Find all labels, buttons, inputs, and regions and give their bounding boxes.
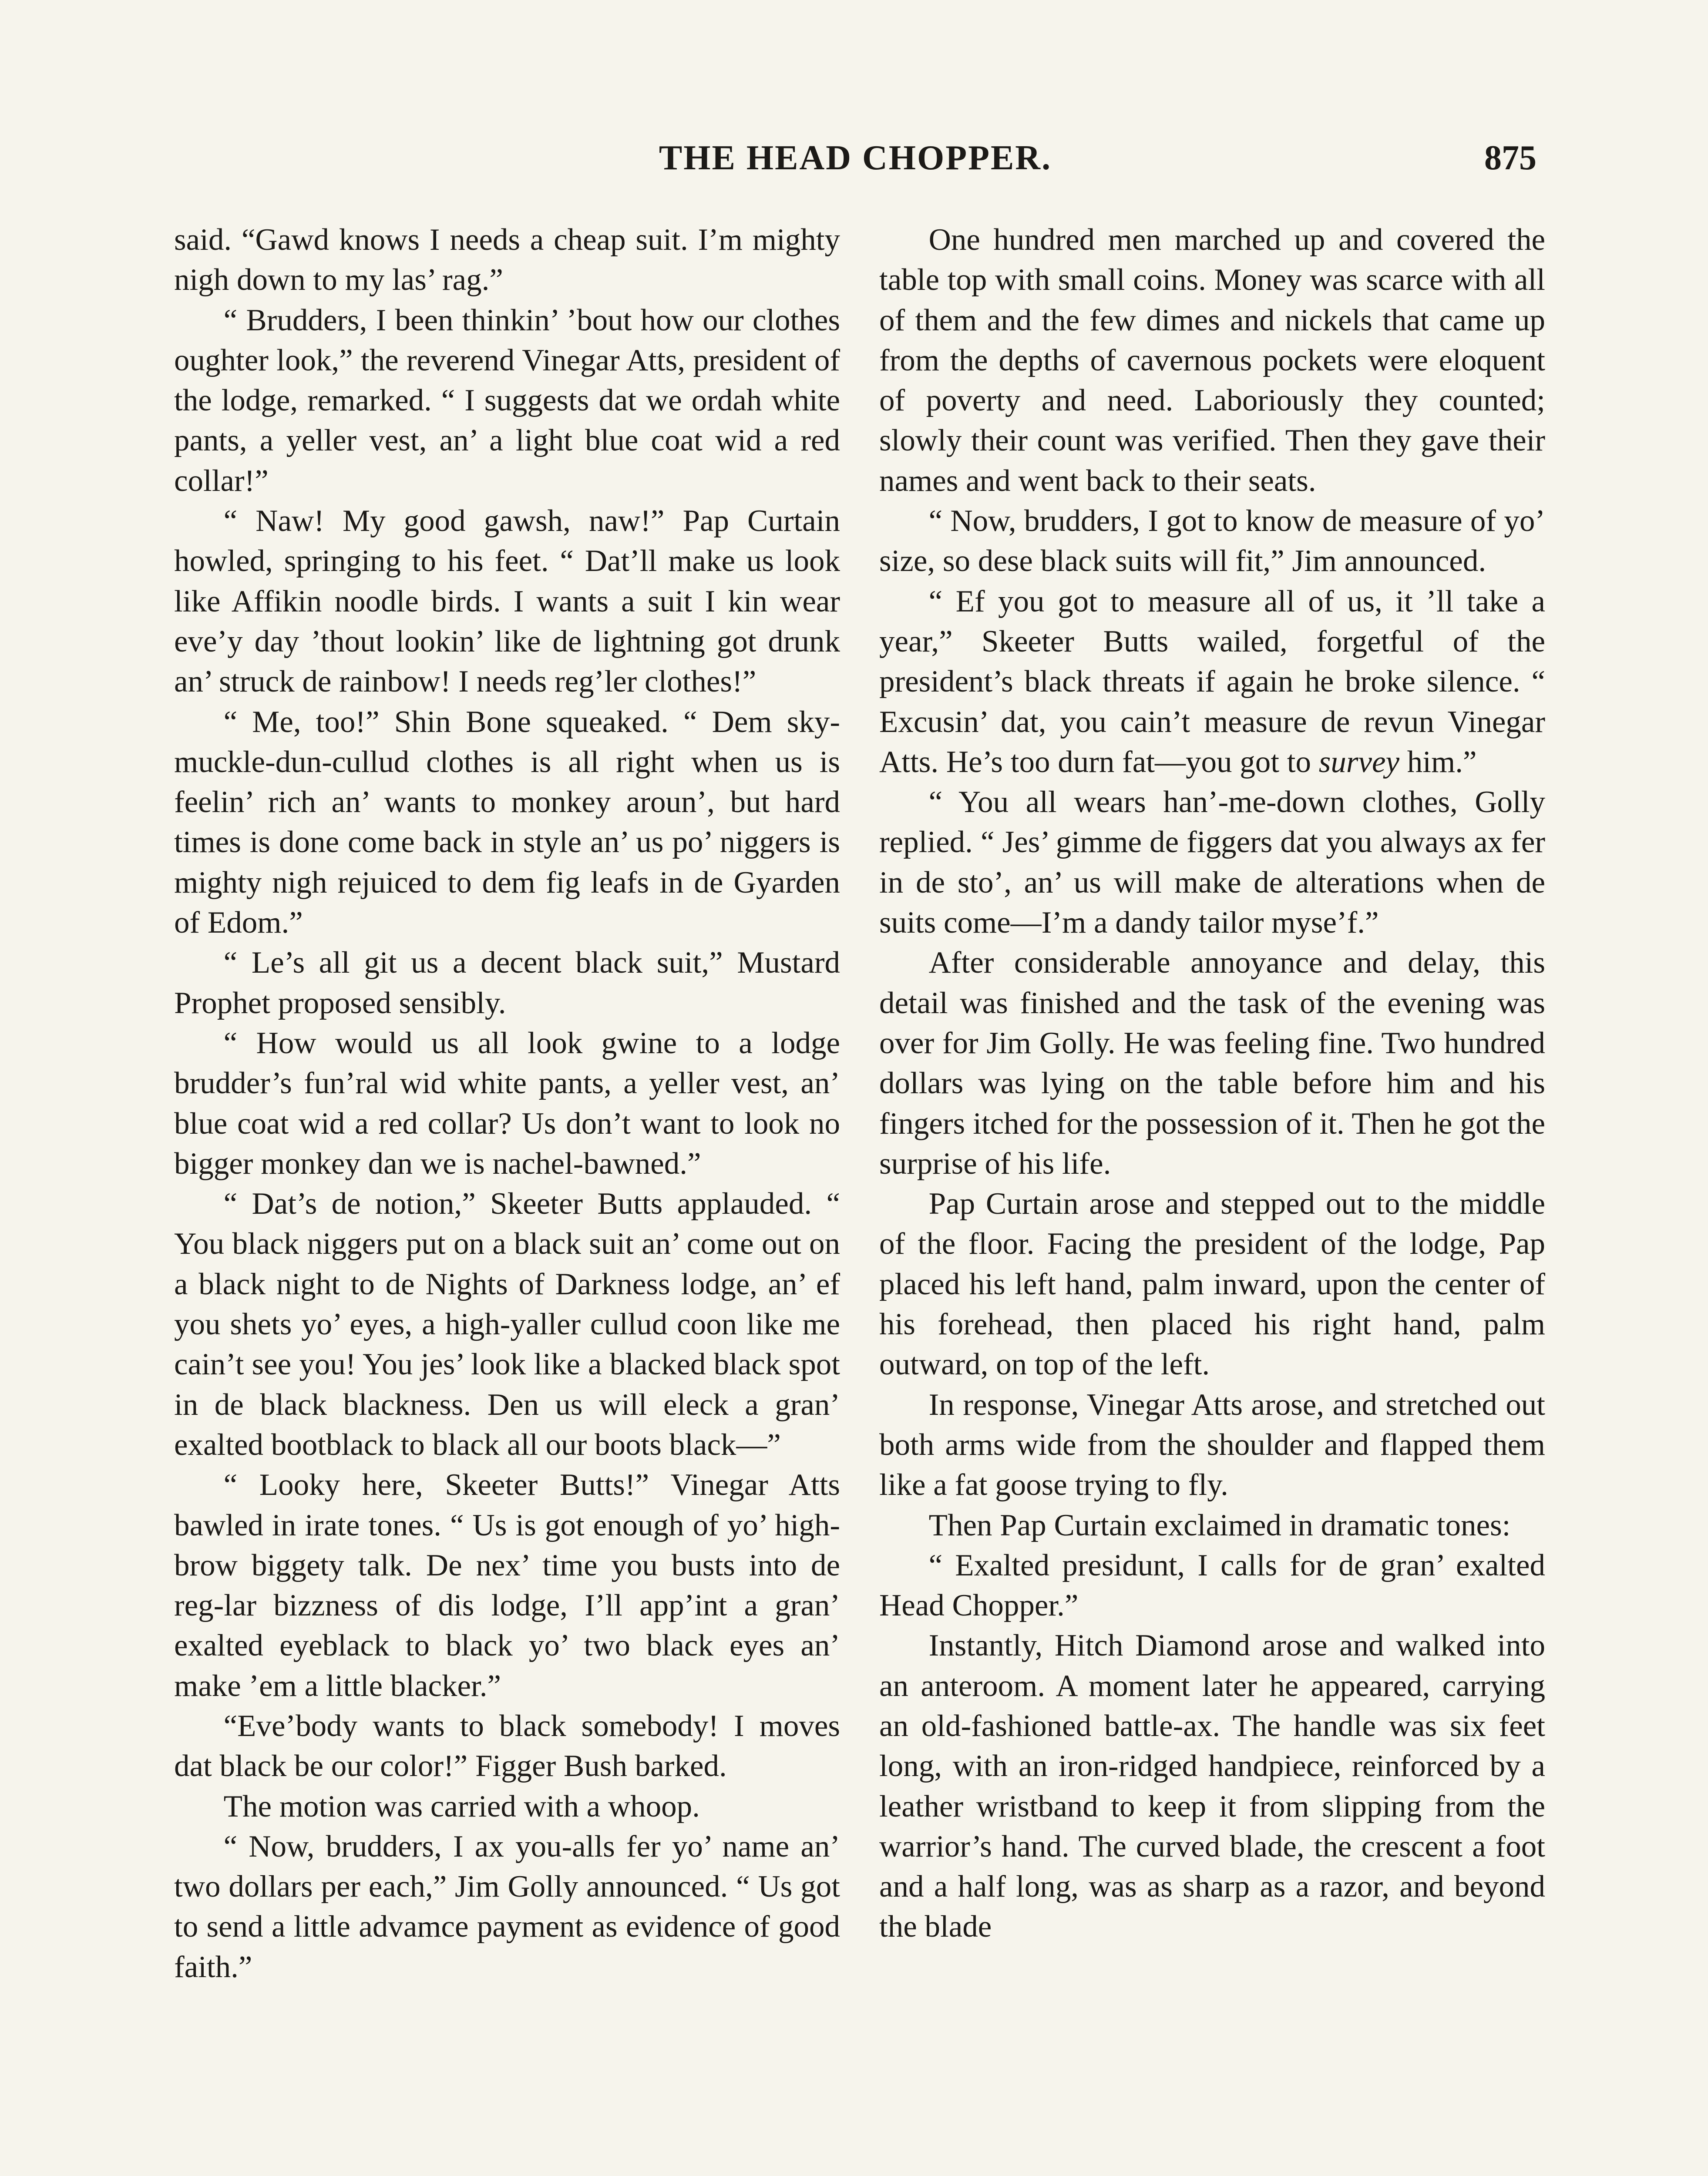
paragraph: Pap Curtain arose and stepped out to the middle of the floor. Facing the president of the lodge, Pap placed his left hand, palm inward, upon the center of his forehead, then placed his right hand, palm outward, on top of the left. xyxy=(879,1187,1545,1382)
paragraph: “ How would us all look gwine to a lodge brudder’s fun’ral wid white pants, a yeller vest, an’ blue coat wid a red collar? Us don’t want to look no bigger monkey dan we is nachel-bawned.” xyxy=(174,1026,840,1181)
paragraph: “Eve’body wants to black somebody! I moves dat black be our color!” Figger Bush barked. xyxy=(174,1709,840,1783)
running-head xyxy=(174,138,1537,186)
page-number: 875 xyxy=(1484,139,1537,177)
left-column xyxy=(174,220,840,2176)
paragraph: “ Dat’s de notion,” Skeeter Butts applauded. “ You black niggers put on a black suit an’ come out on a black night to de Nights of Darkness lodge, an’ ef you shets yo’ eyes, a high-yaller cullud coon like me cain’t see you! You jes’ look like a blacked black spot in de black blackness. Den us will eleck a gran’ exalted bootblack to black all our boots black—” xyxy=(174,1187,840,1462)
right-column xyxy=(879,220,1545,2176)
paragraph: said. “Gawd knows I needs a cheap suit. I’m mighty nigh down to my las’ rag.” xyxy=(174,223,840,297)
paragraph: One hundred men marched up and covered the table top with small coins. Money was scarce with all of them and the few dimes and nickels that came up from the depths of cavernous pockets were eloquent of poverty and need. Laboriously they counted; slowly their count was verified. Then they gave their names and went back to their seats. xyxy=(879,223,1545,498)
paragraph: “ Exalted presidunt, I calls for de gran’ exalted Head Chopper.” xyxy=(879,1548,1545,1623)
italic-word: survey xyxy=(1318,745,1400,779)
paragraph: In response, Vinegar Atts arose, and stretched out both arms wide from the shoulder and flapped them like a fat goose trying to fly. xyxy=(879,1387,1545,1502)
paragraph: “ Le’s all git us a decent black suit,” Mustard Prophet proposed sensibly. xyxy=(174,946,840,1020)
paragraph: “ Looky here, Skeeter Butts!” Vinegar Atts bawled in irate tones. “ Us is got enough of yo’ high-brow biggety talk. De nex’ time you busts into de reg-lar bizzness of dis lodge, I’ll app’int a gran’ exalted eyeblack to black yo’ two black eyes an’ make ’em a little blacker.” xyxy=(174,1468,840,1703)
paragraph: Instantly, Hitch Diamond arose and walked into an anteroom. A moment later he appeared, carrying an old-fashioned battle-ax. The handle was six feet long, with an iron-ridged handpiece, reinforced by a leather wristband to keep it from slipping from the warrior’s hand. The curved blade, the crescent a foot and a half long, was as sharp as a razor, and beyond the blade xyxy=(879,1629,1545,1944)
paragraph: “ Me, too!” Shin Bone squeaked. “ Dem sky-muckle-dun-cullud clothes is all right when us is feelin’ rich an’ wants to monkey aroun’, but hard times is done come back in style an’ us po’ niggers is mighty nigh rejuiced to dem fig leafs in de Gyarden of Edom.” xyxy=(174,705,840,940)
paragraph-text: “ Ef you got to measure all of us, it ’ll take a year,” Skeeter Butts wailed, forgetful of the president’s black threats if again he broke silence. “ Excusin’ dat, you cain’t measure de revun Vinegar Atts. He’s too durn fat—you got to xyxy=(879,584,1545,779)
paragraph: “ Naw! My good gawsh, naw!” Pap Curtain howled, springing to his feet. “ Dat’ll make us look like Affikin noodle birds. I wants a suit I kin wear eve’y day ’thout lookin’ like de lightning got drunk an’ struck de rainbow! I needs reg’ler clothes!” xyxy=(174,504,840,699)
paragraph: “ Now, brudders, I got to know de measure of yo’ size, so dese black suits will fit,” Jim announced. xyxy=(879,504,1545,578)
running-title: THE HEAD CHOPPER. xyxy=(659,139,1052,177)
paragraph: “ You all wears han’-me-down clothes, Golly replied. “ Jes’ gimme de figgers dat you always ax fer in de sto’, an’ us will make de alterations when de suits come—I’m a dandy tailor myse’f.” xyxy=(879,785,1545,940)
paragraph xyxy=(879,581,1545,782)
paragraph: The motion was carried with a whoop. xyxy=(223,1789,700,1823)
paragraph: “ Brudders, I been thinkin’ ’bout how our clothes oughter look,” the reverend Vinegar Atts, president of the lodge, remarked. “ I suggests dat we ordah white pants, a yeller vest, an’ a light blue coat wid a red collar!” xyxy=(174,303,840,498)
paragraph-text-end: him.” xyxy=(1399,745,1477,779)
paragraph: Then Pap Curtain exclaimed in dramatic tones: xyxy=(928,1508,1511,1542)
paragraph: After considerable annoyance and delay, this detail was finished and the task of the evening was over for Jim Golly. He was feeling fine. Two hundred dollars was lying on the table before him and his fingers itched for the possession of it. Then he got the surprise of his life. xyxy=(879,946,1545,1181)
paragraph: “ Now, brudders, I ax you-alls fer yo’ name an’ two dollars per each,” Jim Golly announced. “ Us got to send a little advamce payment as evidence of good faith.” xyxy=(174,1829,840,1984)
